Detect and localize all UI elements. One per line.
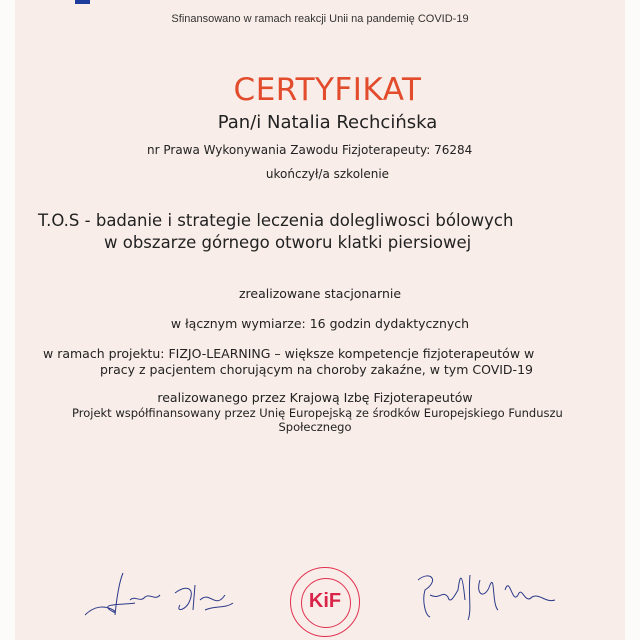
kif-seal: KiF: [290, 567, 360, 637]
training-mode: zrealizowane stacjonarnie: [238, 286, 402, 301]
funding-note: Sfinansowano w ramach reakcji Unii na pandemię COVID-19: [171, 13, 469, 25]
eu-flag-logo: [75, 0, 90, 4]
cofinanced-note: Projekt współfinansowany przez Unię Europejską ze środków Europejskiego Funduszu: [72, 406, 563, 420]
project-line2: pracy z pacjentem chorującym na choroby zakaźne, w tym COVID-19: [100, 362, 533, 377]
course-title-line2: w obszarze górnego otworu klatki piersiowej: [104, 233, 472, 252]
recipient-name: Pan/i Natalia Rechcińska: [217, 112, 438, 133]
signature-left: [75, 565, 235, 625]
license-number: nr Prawa Wykonywania Zawodu Fizjoterapeuty: 76284: [147, 143, 473, 157]
training-hours: w łącznym wymiarze: 16 godzin dydaktycznych: [170, 316, 470, 331]
certificate-title: CERTYFIKAT: [233, 72, 422, 108]
project-line1: w ramach projektu: FIZJO-LEARNING – większe kompetencje fizjoterapeutów w: [43, 346, 535, 361]
cofinanced-note-2: Społecznego: [278, 420, 352, 434]
realized-by: realizowanego przez Krajową Izbę Fizjoterapeutów: [157, 390, 473, 405]
completed-text: ukończył/a szkolenie: [265, 167, 390, 181]
course-title-line1: T.O.S - badanie i strategie leczenia dolegliwosci bólowych: [38, 211, 514, 230]
signature-right: [410, 565, 560, 625]
